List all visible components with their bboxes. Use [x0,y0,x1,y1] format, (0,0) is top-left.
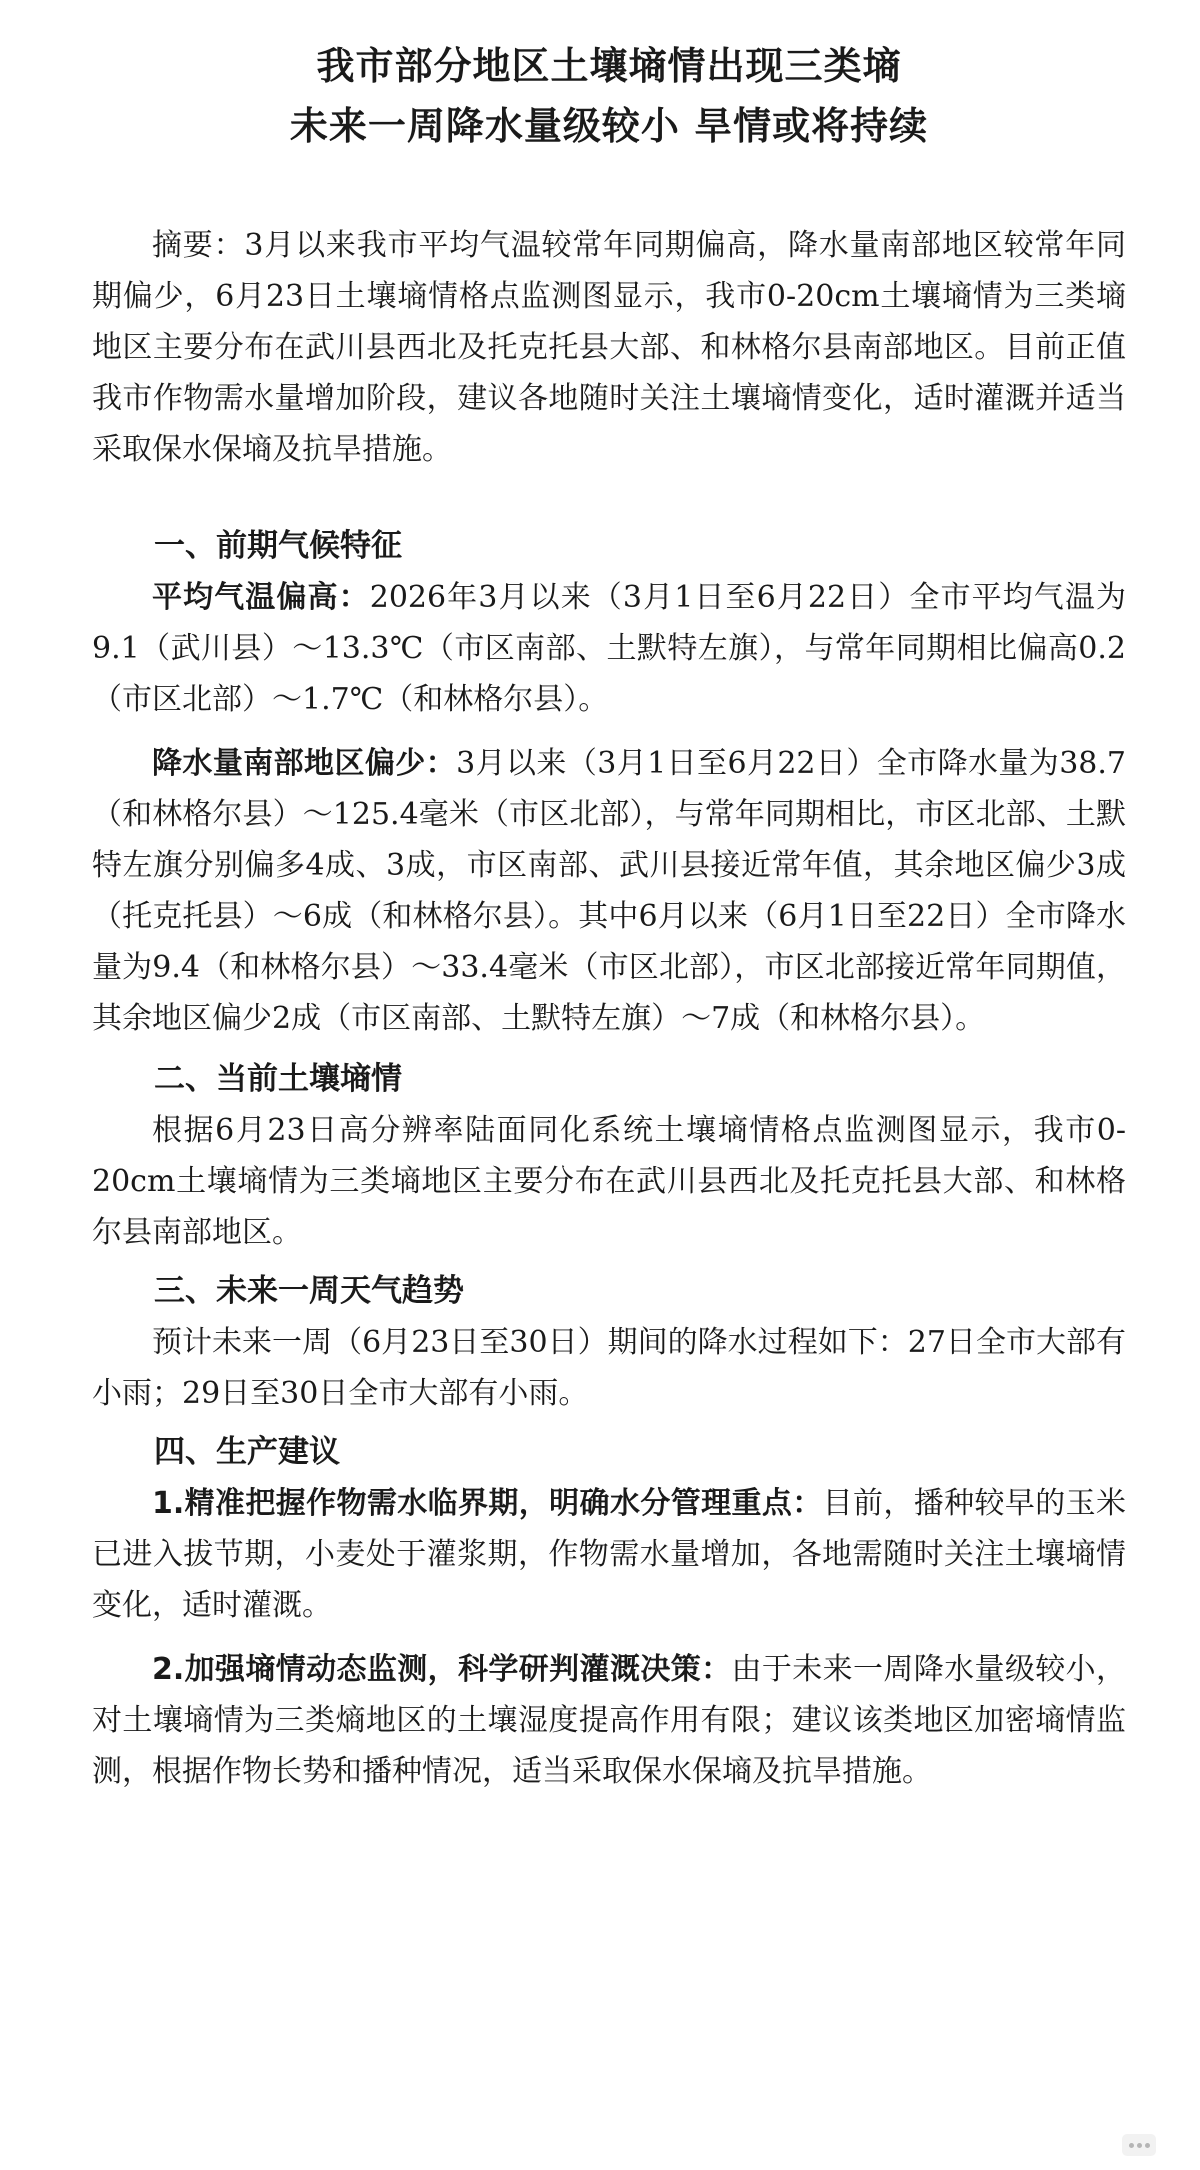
advice-2-lead: 2.加强墒情动态监测，科学研判灌溉决策： [152,1652,732,1687]
section-heading-soil: 二、当前土壤墒情 [154,1061,402,1097]
temperature-lead: 平均气温偏高： [152,580,370,615]
abstract-paragraph: 摘要：3月以来我市平均气温较常年同期偏高，降水量南部地区较常年同期偏少，6月23日土壤墒情格点监测图显示，我市0-20cm土壤墒情为三类墒地区主要分布在武川县西北及托克托县大部、和林格尔县南部地区。目前正值我市作物需水量增加阶段，建议各地随时关注土壤墒情变化，适时灌溉并适当采取保水保墒及抗旱措施。 [92,228,1126,467]
advice-2-body: 由于未来一周降水量级较小，对土壤墒情为三类熵地区的土壤湿度提高作用有限；建议该类地区加密墒情监测，根据作物长势和播种情况，适当采取保水保墒及抗旱措施。 [92,1652,1126,1789]
precipitation-body: 3月以来（3月1日至6月22日）全市降水量为38.7（和林格尔县）～125.4毫米（市区北部），与常年同期相比，市区北部、土默特左旗分别偏多4成、3成，市区南部、武川县接近常年值，其余地区偏少3成（托克托县）～6成（和林格尔县）。其中6月以来（6月1日至22日）全市降水量为9.4（和林格尔县）～33.4毫米（市区北部），市区北部接近常年同期值，其余地区偏少2成（市区南部、土默特左旗）～7成（和林格尔县）。 [92,746,1126,1036]
precipitation-lead: 降水量南部地区偏少： [152,746,457,781]
title-line-1: 我市部分地区土壤墒情出现三类墒 [316,44,902,88]
section-heading-advice: 四、生产建议 [154,1434,340,1470]
title-line-2: 未来一周降水量级较小 旱情或将持续 [289,104,929,148]
precipitation-paragraph [92,738,1126,1044]
temperature-paragraph [92,572,1126,725]
forecast-paragraph: 预计未来一周（6月23日至30日）期间的降水过程如下：27日全市大部有小雨；29日至30日全市大部有小雨。 [92,1325,1126,1411]
advice-paragraph-1 [92,1478,1126,1631]
document-title [92,36,1126,156]
advice-1-lead: 1.精准把握作物需水临界期，明确水分管理重点： [152,1486,823,1521]
dot [1129,2143,1134,2148]
dot [1137,2143,1142,2148]
section-heading-forecast: 三、未来一周天气趋势 [154,1273,464,1309]
soil-paragraph: 根据6月23日高分辨率陆面同化系统土壤墒情格点监测图显示，我市0-20cm土壤墒情为三类墒地区主要分布在武川县西北及托克托县大部、和林格尔县南部地区。 [92,1113,1126,1250]
more-dots-icon[interactable] [1122,2134,1156,2156]
advice-paragraph-2 [92,1644,1126,1797]
section-heading-climate: 一、前期气候特征 [154,528,402,564]
advice-1-body: 目前，播种较早的玉米已进入拔节期，小麦处于灌浆期，作物需水量增加，各地需随时关注土壤墒情变化，适时灌溉。 [92,1486,1126,1623]
dot [1145,2143,1150,2148]
temperature-body: 2026年3月以来（3月1日至6月22日）全市平均气温为9.1（武川县）～13.3℃（市区南部、土默特左旗），与常年同期相比偏高0.2（市区北部）～1.7℃（和林格尔县）。 [92,580,1126,717]
